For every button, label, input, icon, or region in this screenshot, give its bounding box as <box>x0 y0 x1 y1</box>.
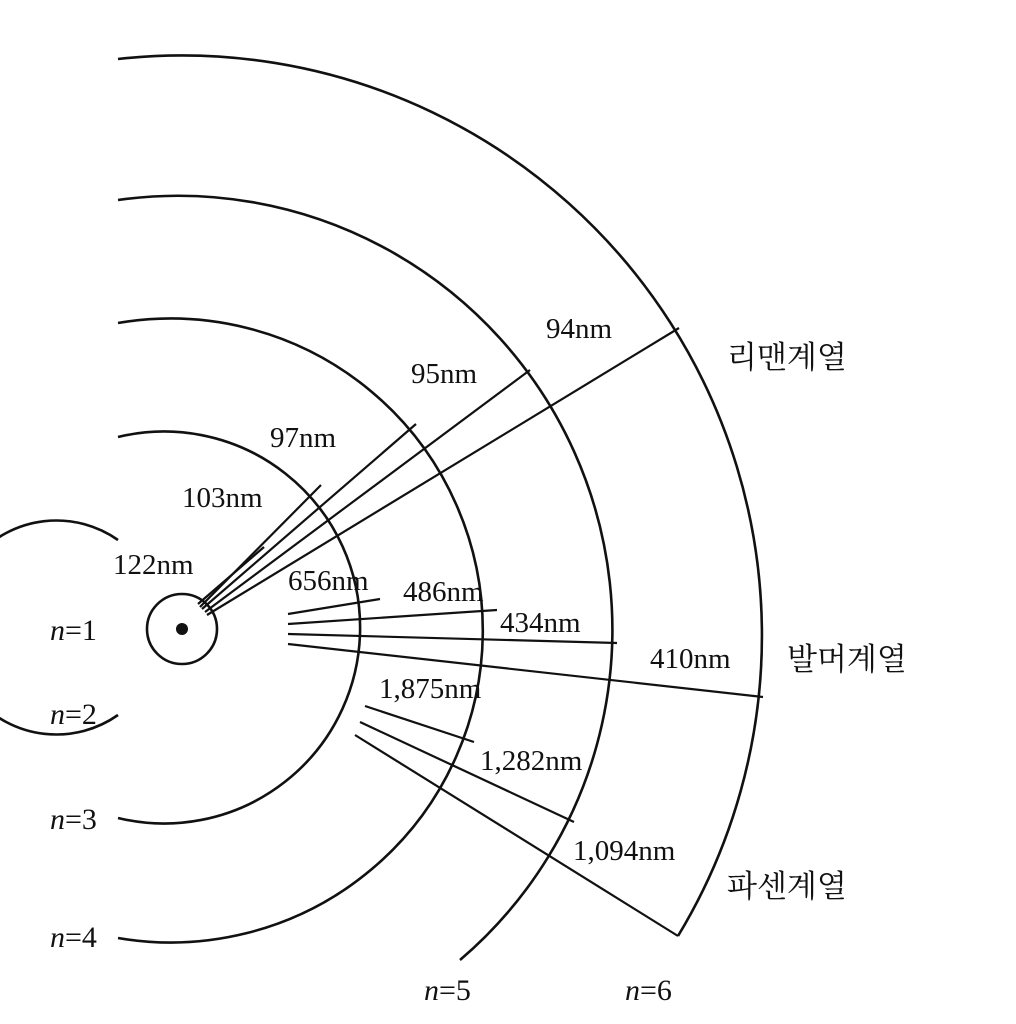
wavelength-label: 410nm <box>650 643 731 675</box>
level-label-n3: n=3 <box>50 803 97 836</box>
balmer-4-2-line <box>288 610 497 624</box>
paschen-4-3-line <box>365 706 474 742</box>
wavelength-label: 656nm <box>288 565 369 597</box>
series-name-balmer: 발머계열 <box>787 642 907 678</box>
wavelength-label: 1,875nm <box>379 673 482 705</box>
level-label-n1: n=1 <box>50 614 97 647</box>
level-label-n5: n=5 <box>424 974 471 1007</box>
wavelength-label: 122nm <box>113 549 194 581</box>
level-label-n6: n=6 <box>625 974 672 1007</box>
wavelength-label: 103nm <box>182 482 263 514</box>
orbit-n4 <box>118 319 483 943</box>
wavelength-label: 486nm <box>403 576 484 608</box>
balmer-3-2-line <box>288 599 380 614</box>
level-label-n4: n=4 <box>50 921 97 954</box>
wavelength-label: 1,282nm <box>480 745 583 777</box>
wavelength-label: 94nm <box>546 313 613 345</box>
level-label-n2: n=2 <box>50 698 97 731</box>
nucleus <box>176 623 188 635</box>
wavelength-label: 1,094nm <box>573 835 676 867</box>
series-name-lyman: 리맨계열 <box>727 340 847 376</box>
series-name-paschen: 파센계열 <box>727 869 847 905</box>
wavelength-label: 97nm <box>270 422 337 454</box>
wavelength-label: 95nm <box>411 358 478 390</box>
wavelength-label: 434nm <box>500 607 581 639</box>
